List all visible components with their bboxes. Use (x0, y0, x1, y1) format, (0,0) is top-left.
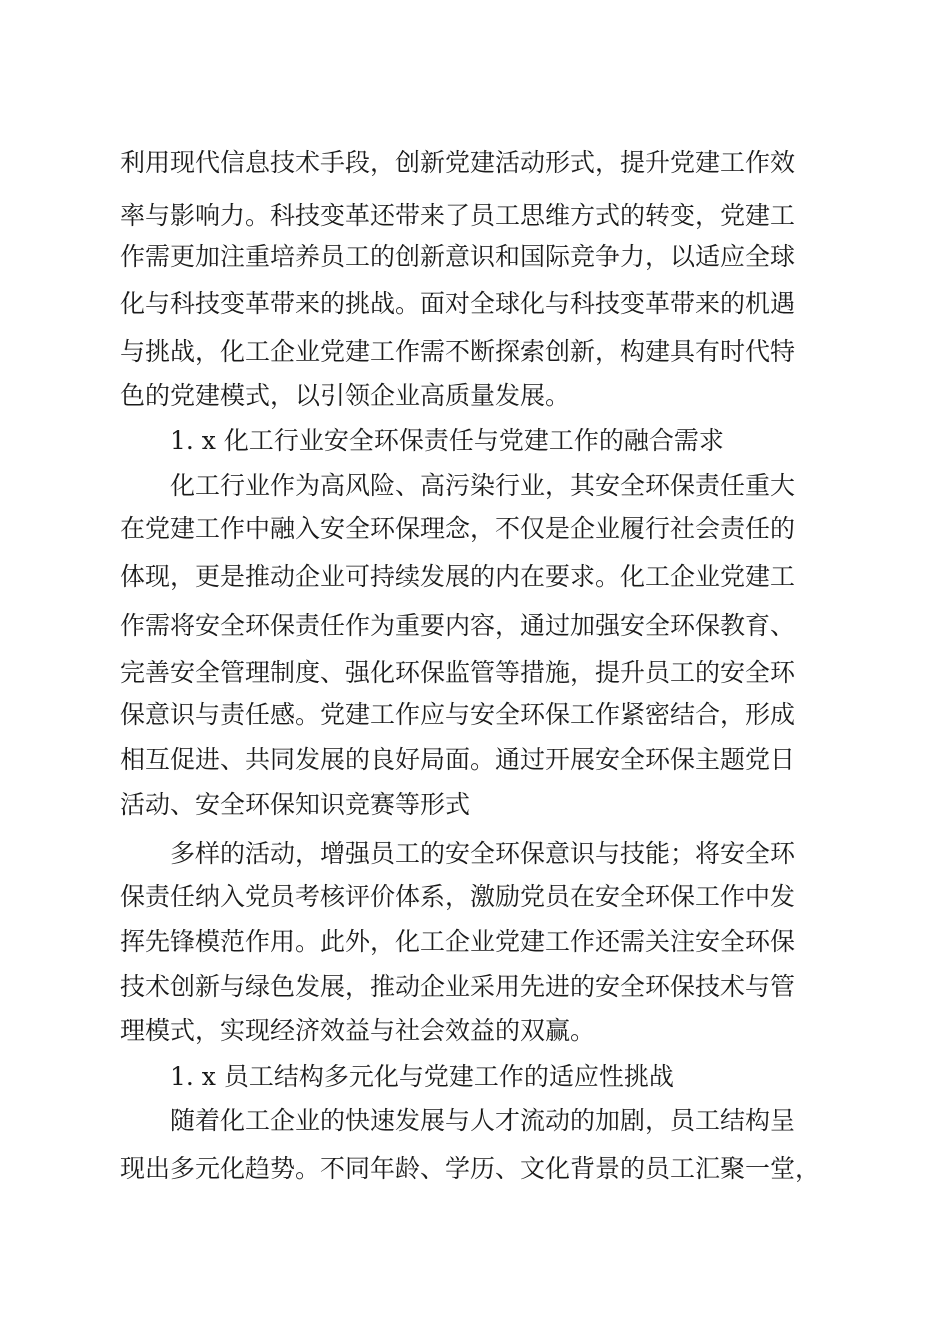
text-line: 率与影响力。科技变革还带来了员工思维方式的转变，党建工 (120, 201, 796, 230)
text-line: 相互促进、共同发展的良好局面。通过开展安全环保主题党日 (120, 745, 796, 774)
text-line: 完善安全管理制度、强化环保监管等措施，提升员工的安全环 (120, 658, 796, 687)
text-line: 化工行业作为高风险、高污染行业，其安全环保责任重大 (170, 471, 796, 500)
text-line: 作需更加注重培养员工的创新意识和国际竞争力，以适应全球 (120, 242, 796, 271)
text-line: 保责任纳入党员考核评价体系，激励党员在安全环保工作中发 (120, 882, 796, 911)
text-line: 随着化工企业的快速发展与人才流动的加剧，员工结构呈 (170, 1106, 796, 1135)
text-line: 挥先锋模范作用。此外，化工企业党建工作还需关注安全环保 (120, 927, 796, 956)
text-line: 理模式，实现经济效益与社会效益的双赢。 (120, 1016, 596, 1045)
text-line: 利用现代信息技术手段，创新党建活动形式，提升党建工作效 (120, 148, 796, 177)
section-heading: 1. x 员工结构多元化与党建工作的适应性挑战 (170, 1062, 674, 1091)
section-heading: 1. x 化工行业安全环保责任与党建工作的融合需求 (170, 426, 724, 455)
text-line: 与挑战，化工企业党建工作需不断探索创新，构建具有时代特 (120, 337, 796, 366)
text-line: 活动、安全环保知识竞赛等形式 (120, 790, 471, 819)
text-line: 体现，更是推动企业可持续发展的内在要求。化工企业党建工 (120, 562, 796, 591)
text-line: 多样的活动，增强员工的安全环保意识与技能；将安全环 (170, 839, 796, 868)
text-line: 技术创新与绿色发展，推动企业采用先进的安全环保技术与管 (120, 972, 796, 1001)
text-line: 保意识与责任感。党建工作应与安全环保工作紧密结合，形成 (120, 700, 796, 729)
text-line: 作需将安全环保责任作为重要内容，通过加强安全环保教育、 (120, 611, 796, 640)
text-line: 现出多元化趋势。不同年龄、学历、文化背景的员工汇聚一堂， (120, 1154, 821, 1183)
text-line: 化与科技变革带来的挑战。面对全球化与科技变革带来的机遇 (120, 289, 796, 318)
text-line: 色的党建模式，以引领企业高质量发展。 (120, 381, 571, 410)
text-line: 在党建工作中融入安全环保理念，不仅是企业履行社会责任的 (120, 514, 796, 543)
